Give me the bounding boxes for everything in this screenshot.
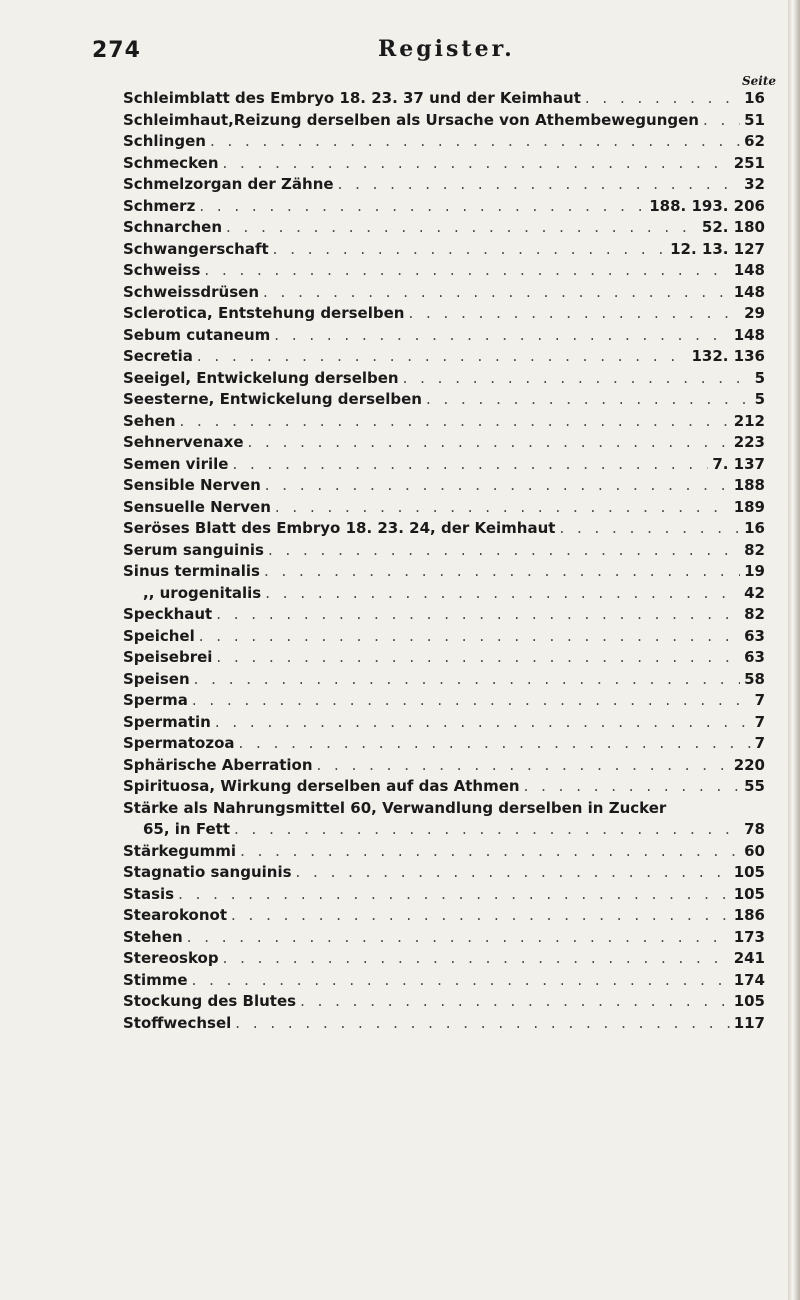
dot-leader	[265, 583, 740, 605]
page-edge	[788, 0, 800, 1300]
index-entry-pages: 19	[744, 562, 765, 580]
index-entry-term: Schleimblatt des Embryo 18. 23. 37 und der Keimhaut	[123, 89, 581, 107]
index-entry-list	[123, 88, 765, 1034]
index-entry-pages: 223	[733, 433, 765, 451]
index-entry-pages: 58	[744, 669, 765, 688]
index-entry-pages: 29	[744, 304, 765, 322]
dot-leader	[263, 282, 730, 304]
index-entry-pages: 82	[744, 605, 765, 623]
dot-leader	[268, 540, 740, 562]
index-entry	[123, 970, 765, 992]
dot-leader	[703, 110, 740, 132]
index-entry	[123, 88, 765, 110]
dot-leader	[178, 884, 730, 906]
dot-leader	[296, 862, 730, 884]
index-entry-pages: 173	[733, 927, 765, 946]
dot-leader	[524, 776, 741, 798]
index-entry-pages: 78	[744, 820, 765, 838]
index-entry-pages: 241	[733, 949, 765, 967]
index-entry-pages: 7	[754, 691, 765, 709]
index-entry-pages: 188	[733, 476, 765, 494]
index-entry-pages: 220	[733, 755, 765, 774]
index-entry	[123, 411, 765, 433]
index-entry-term: Speisebrei	[123, 648, 213, 666]
index-entry-pages: 5	[754, 390, 765, 408]
dot-leader	[235, 1013, 729, 1035]
index-entry-term: Sinus terminalis	[123, 562, 260, 580]
index-entry-term: Schnarchen	[123, 218, 222, 236]
index-entry	[123, 927, 765, 949]
index-entry	[123, 819, 765, 841]
dot-leader	[215, 712, 751, 734]
index-entry	[123, 604, 765, 626]
index-entry-pages: 63	[744, 648, 765, 666]
index-entry-term: Stoffwechsel	[123, 1013, 232, 1032]
index-entry-pages: 186	[733, 906, 765, 924]
index-entry-pages: 5	[754, 368, 765, 387]
dot-leader	[210, 131, 740, 153]
index-entry	[123, 432, 765, 454]
index-entry-term: Schweiss	[123, 261, 201, 279]
dot-leader	[180, 411, 730, 433]
index-entry-term: ,, urogenitalis	[143, 583, 262, 602]
index-entry	[123, 217, 765, 239]
index-entry	[123, 540, 765, 562]
index-entry-pages: 82	[744, 540, 765, 559]
page-number: 274	[92, 38, 141, 63]
index-entry-term: Stehen	[123, 927, 183, 946]
dot-leader	[216, 604, 740, 626]
index-entry-term: Schmelzorgan der Zähne	[123, 175, 334, 193]
index-entry-pages: 51	[744, 110, 765, 129]
index-entry-term: Spirituosa, Wirkung derselben auf das Athmen	[123, 777, 520, 795]
index-entry	[123, 131, 765, 153]
index-entry	[123, 626, 765, 648]
index-entry	[123, 798, 765, 820]
index-entry-term: Stagnatio sanguinis	[123, 863, 292, 881]
index-entry-term: Schleimhaut,Reizung derselben als Ursache von Athembewegungen	[123, 110, 699, 129]
dot-leader	[234, 819, 740, 841]
dot-leader	[204, 260, 729, 282]
dot-leader	[197, 346, 688, 368]
index-entry-pages: 212	[733, 411, 765, 430]
index-entry-term: Sensuelle Nerven	[123, 497, 271, 516]
index-entry-term: Schlingen	[123, 132, 206, 150]
index-entry-term: Sehen	[123, 411, 176, 430]
index-entry	[123, 776, 765, 798]
index-entry	[123, 497, 765, 519]
index-entry-term: Speckhaut	[123, 605, 213, 623]
index-entry	[123, 346, 765, 368]
dot-leader	[223, 153, 730, 175]
index-entry	[123, 260, 765, 282]
index-entry-term: Sphärische Aberration	[123, 755, 313, 774]
index-entry-term: Stasis	[123, 884, 175, 903]
dot-leader	[226, 217, 698, 239]
index-entry-term: Sebum cutaneum	[123, 325, 271, 344]
dot-leader	[239, 733, 751, 755]
index-entry-term: Schmerz	[123, 196, 196, 215]
dot-leader	[232, 454, 708, 476]
index-entry-term: Speisen	[123, 669, 190, 688]
dot-leader	[274, 325, 729, 347]
index-entry-pages: 55	[744, 777, 765, 795]
index-entry-term: Sehnervenaxe	[123, 433, 244, 451]
index-entry-pages: 16	[744, 89, 765, 107]
index-entry-pages: 12. 13. 127	[670, 239, 765, 258]
index-entry-term: Stearokonot	[123, 906, 228, 924]
index-entry	[123, 174, 765, 196]
dot-leader	[559, 518, 740, 540]
index-entry	[123, 647, 765, 669]
index-entry	[123, 905, 765, 927]
index-entry	[123, 153, 765, 175]
index-entry-term: Spermatozoa	[123, 734, 235, 752]
dot-leader	[216, 647, 740, 669]
index-entry-pages: 251	[733, 153, 765, 172]
index-entry-term: Stimme	[123, 970, 188, 989]
page-title: Register.	[378, 36, 515, 62]
index-entry-term: Seesterne, Entwickelung derselben	[123, 390, 422, 408]
index-entry-term: Semen virile	[123, 454, 229, 473]
index-entry	[123, 561, 765, 583]
index-entry-pages: 7	[754, 712, 765, 731]
index-entry	[123, 841, 765, 863]
index-entry-pages: 63	[744, 626, 765, 645]
index-entry-term: Stockung des Blutes	[123, 992, 297, 1010]
index-entry-pages: 189	[733, 497, 765, 516]
index-entry-term: Seeigel, Entwickelung derselben	[123, 368, 399, 387]
index-entry	[123, 712, 765, 734]
index-entry-term: Speichel	[123, 626, 195, 645]
index-entry-term: Stärke als Nahrungsmittel 60, Verwandlung derselben in Zucker	[123, 798, 667, 817]
index-entry-pages: 32	[744, 175, 765, 193]
page-column-label: Seite	[742, 74, 777, 88]
index-entry-pages: 52. 180	[701, 218, 765, 236]
index-entry	[123, 239, 765, 261]
index-entry-term: Schmecken	[123, 153, 219, 172]
index-entry	[123, 110, 765, 132]
dot-leader	[426, 389, 751, 411]
index-entry-pages: 148	[733, 282, 765, 301]
dot-leader	[199, 196, 645, 218]
index-entry-pages: 62	[744, 132, 765, 150]
dot-leader	[192, 970, 730, 992]
dot-leader	[194, 669, 740, 691]
index-entry-term: Spermatin	[123, 712, 211, 731]
index-entry	[123, 389, 765, 411]
index-entry-term: Schwangerschaft	[123, 239, 269, 258]
dot-leader	[338, 174, 741, 196]
dot-leader	[300, 991, 730, 1013]
index-entry-term: Sperma	[123, 691, 188, 709]
index-entry	[123, 518, 765, 540]
index-entry-term: Stärkegummi	[123, 841, 237, 860]
index-entry-pages: 105	[733, 863, 765, 881]
index-entry-term: Stereoskop	[123, 949, 219, 967]
index-entry-term: Serum sanguinis	[123, 540, 264, 559]
index-entry	[123, 475, 765, 497]
dot-leader	[403, 368, 751, 390]
index-entry	[123, 325, 765, 347]
index-entry	[123, 948, 765, 970]
dot-leader	[187, 927, 730, 949]
dot-leader	[199, 626, 740, 648]
dot-leader	[317, 755, 730, 777]
index-entry	[123, 196, 765, 218]
index-entry-pages: 174	[733, 970, 765, 989]
index-entry-pages: 105	[733, 884, 765, 903]
index-entry-pages: 148	[733, 261, 765, 279]
index-entry-pages: 105	[733, 992, 765, 1010]
index-entry	[123, 733, 765, 755]
dot-leader	[275, 497, 730, 519]
index-entry-term: Sensible Nerven	[123, 476, 261, 494]
index-entry	[123, 1013, 765, 1035]
index-entry	[123, 690, 765, 712]
dot-leader	[264, 561, 740, 583]
index-entry-pages: 148	[733, 325, 765, 344]
index-entry-pages: 7. 137	[712, 454, 765, 473]
dot-leader	[240, 841, 740, 863]
index-entry-pages: 188. 193. 206	[649, 196, 765, 215]
index-entry-pages: 16	[744, 519, 765, 537]
index-entry-term: Sclerotica, Entstehung derselben	[123, 304, 405, 322]
index-entry-pages: 117	[733, 1013, 765, 1032]
index-entry	[123, 282, 765, 304]
index-entry-pages: 42	[744, 583, 765, 602]
index-entry	[123, 454, 765, 476]
index-entry	[123, 303, 765, 325]
dot-leader	[223, 948, 730, 970]
dot-leader	[273, 239, 666, 261]
index-entry-term: Seröses Blatt des Embryo 18. 23. 24, der Keimhaut	[123, 519, 556, 537]
index-entry-pages: 132. 136	[691, 347, 765, 365]
index-entry	[123, 368, 765, 390]
dot-leader	[265, 475, 730, 497]
index-entry	[123, 755, 765, 777]
dot-leader	[248, 432, 730, 454]
dot-leader	[408, 303, 740, 325]
index-entry-pages: 60	[744, 841, 765, 860]
index-entry-term: Schweissdrüsen	[123, 282, 259, 301]
index-entry-term: Secretia	[123, 347, 193, 365]
index-entry-pages: 7	[754, 734, 765, 752]
dot-leader	[585, 88, 740, 110]
index-entry	[123, 583, 765, 605]
index-entry	[123, 862, 765, 884]
dot-leader	[231, 905, 730, 927]
index-entry	[123, 991, 765, 1013]
index-entry	[123, 669, 765, 691]
index-entry-term: 65, in Fett	[143, 820, 230, 838]
index-entry	[123, 884, 765, 906]
dot-leader	[192, 690, 751, 712]
